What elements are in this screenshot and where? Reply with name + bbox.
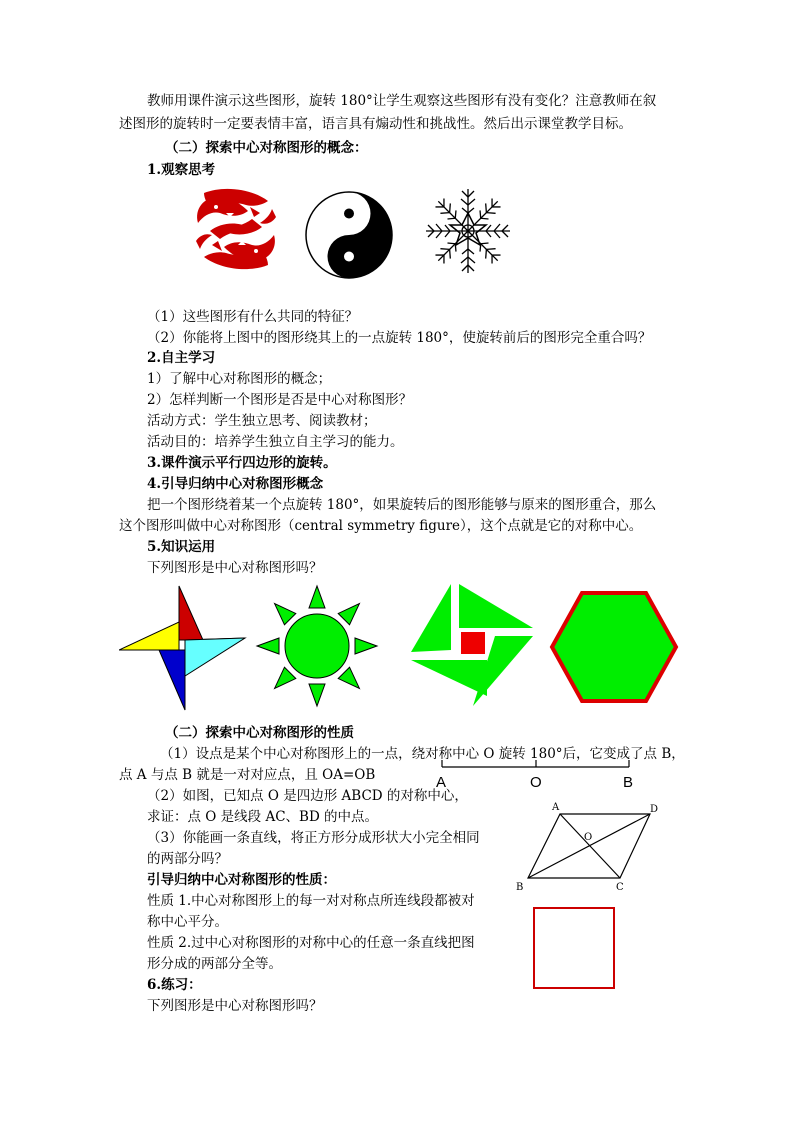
intro-line-1: 教师用课件演示这些图形，旋转 180°让学生观察这些图形有没有变化？注意教师在叙 bbox=[147, 93, 657, 109]
pinwheel-figure bbox=[119, 584, 247, 712]
self-study-item-1: 1）了解中心对称图形的概念； bbox=[147, 371, 332, 387]
segment-label-o: O bbox=[530, 774, 542, 791]
triangle-square-figure bbox=[407, 584, 537, 708]
subsection-observe: 1.观察思考 bbox=[147, 162, 216, 178]
property-2-line-a: 性质 2.过中心对称图形的对称中心的任意一条直线把图 bbox=[147, 935, 475, 951]
parallelogram-abcd-figure bbox=[512, 800, 662, 892]
property-text-2a: （2）如图，已知点 O 是四边形 ABCD 的对称中心， bbox=[147, 788, 468, 804]
activity-goal: 活动目的：培养学生独立自主学习的能力。 bbox=[147, 434, 404, 450]
segment-label-b: B bbox=[623, 774, 634, 791]
practice-question: 下列图形是中心对称图形吗？ bbox=[147, 998, 323, 1014]
square-figure bbox=[532, 906, 618, 992]
property-1-line-a: 性质 1.中心对称图形上的每一对对称点所连线段都被对 bbox=[147, 893, 475, 909]
vertex-label-b: B bbox=[516, 882, 524, 892]
subsection-application: 5.知识运用 bbox=[147, 539, 216, 555]
vertex-label-a: A bbox=[552, 802, 560, 813]
property-text-1a: （1）设点是某个中心对称图形上的一点，绕对称中心 O 旋转 180°后，它变成了点 B， bbox=[160, 746, 685, 762]
section-heading-concept: （二）探索中心对称图形的概念： bbox=[165, 140, 368, 156]
property-text-1b: 点 A 与点 B 就是一对对应点，且 OA=OB bbox=[119, 767, 376, 783]
property-1-line-b: 称中心平分。 bbox=[147, 914, 228, 930]
segment-label-a: A bbox=[436, 774, 447, 791]
subsection-practice: 6.练习： bbox=[147, 977, 202, 993]
property-2-line-b: 形分成的两部分全等。 bbox=[147, 956, 282, 972]
yin-yang-figure bbox=[304, 190, 394, 280]
subsection-parallelogram-demo: 3.课件演示平行四边形的旋转。 bbox=[147, 455, 337, 471]
definition-line-1: 把一个图形绕着某一个点旋转 180°，如果旋转后的图形能够与原来的图形重合，那么 bbox=[147, 497, 657, 513]
hexagon-figure bbox=[549, 590, 679, 704]
self-study-item-2: 2）怎样判断一个图形是否是中心对称图形？ bbox=[147, 392, 413, 408]
application-question: 下列图形是中心对称图形吗？ bbox=[147, 560, 323, 576]
properties-summary-title: 引导归纳中心对称图形的性质： bbox=[147, 872, 336, 888]
property-text-3a: （3）你能画一条直线，将正方形分成形状大小完全相同 bbox=[147, 830, 480, 846]
snowflake-figure bbox=[420, 183, 516, 279]
center-label-o: O bbox=[584, 832, 593, 843]
section-heading-properties: （二）探索中心对称图形的性质 bbox=[165, 725, 354, 741]
property-text-3b: 的两部分吗？ bbox=[147, 851, 228, 867]
intro-line-2: 述图形的旋转时一定要表情丰富，语言具有煽动性和挑战性。然后出示课堂教学目标。 bbox=[119, 116, 632, 132]
question-2: （2）你能将上图中的图形绕其上的一点旋转 180°，使旋转前后的图形完全重合吗？ bbox=[147, 330, 652, 346]
subsection-concept: 4.引导归纳中心对称图形概念 bbox=[147, 476, 324, 492]
sun-figure bbox=[255, 584, 379, 708]
question-1: （1）这些图形有什么共同的特征？ bbox=[147, 309, 359, 325]
vertex-label-d: D bbox=[650, 804, 659, 815]
paper-cut-fish-figure bbox=[190, 183, 282, 275]
vertex-label-c: C bbox=[616, 882, 624, 892]
property-text-2b: 求证：点 O 是线段 AC、BD 的中点。 bbox=[147, 809, 379, 825]
activity-method: 活动方式：学生独立思考、阅读教材； bbox=[147, 413, 377, 429]
subsection-self-study: 2.自主学习 bbox=[147, 350, 216, 366]
definition-line-2: 这个图形叫做中心对称图形（central symmetry figure），这个点就是它的对称中心。 bbox=[119, 518, 643, 534]
